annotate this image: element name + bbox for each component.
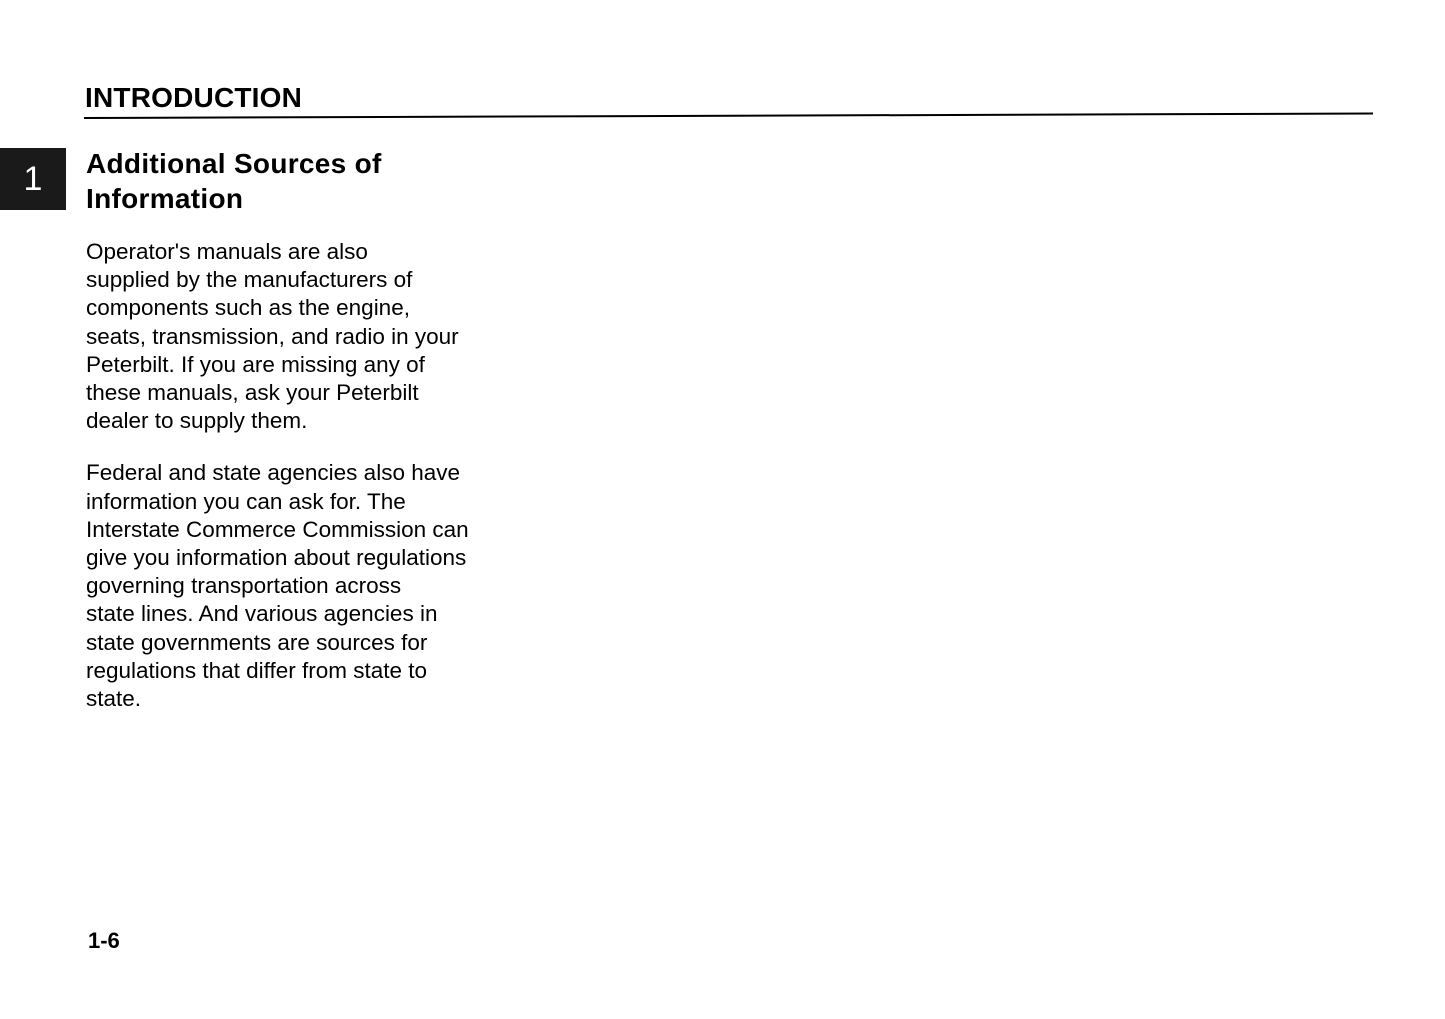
chapter-tab: [0, 148, 66, 210]
paragraph-agencies: Federal and state agencies also have information you can ask for. The Interstate Commerce Commission can give you information about regulations governing transportation across state lines. And various agencies in state governments are sources for regulations that differ from state to state.: [86, 460, 469, 712]
main-content: [86, 146, 491, 737]
page-subtitle: Additional Sources of Information: [86, 148, 382, 214]
chapter-number: 1: [23, 159, 43, 198]
page-number: 1-6: [88, 928, 120, 953]
section-title: INTRODUCTION: [85, 82, 303, 113]
paragraph-operator-manuals: Operator's manuals are also supplied by the manufacturers of components such as the engine, seats, transmission, and radio in your Peterbilt. If you are missing any of these manuals, ask your Peterbilt dealer to supply them.: [86, 239, 459, 434]
